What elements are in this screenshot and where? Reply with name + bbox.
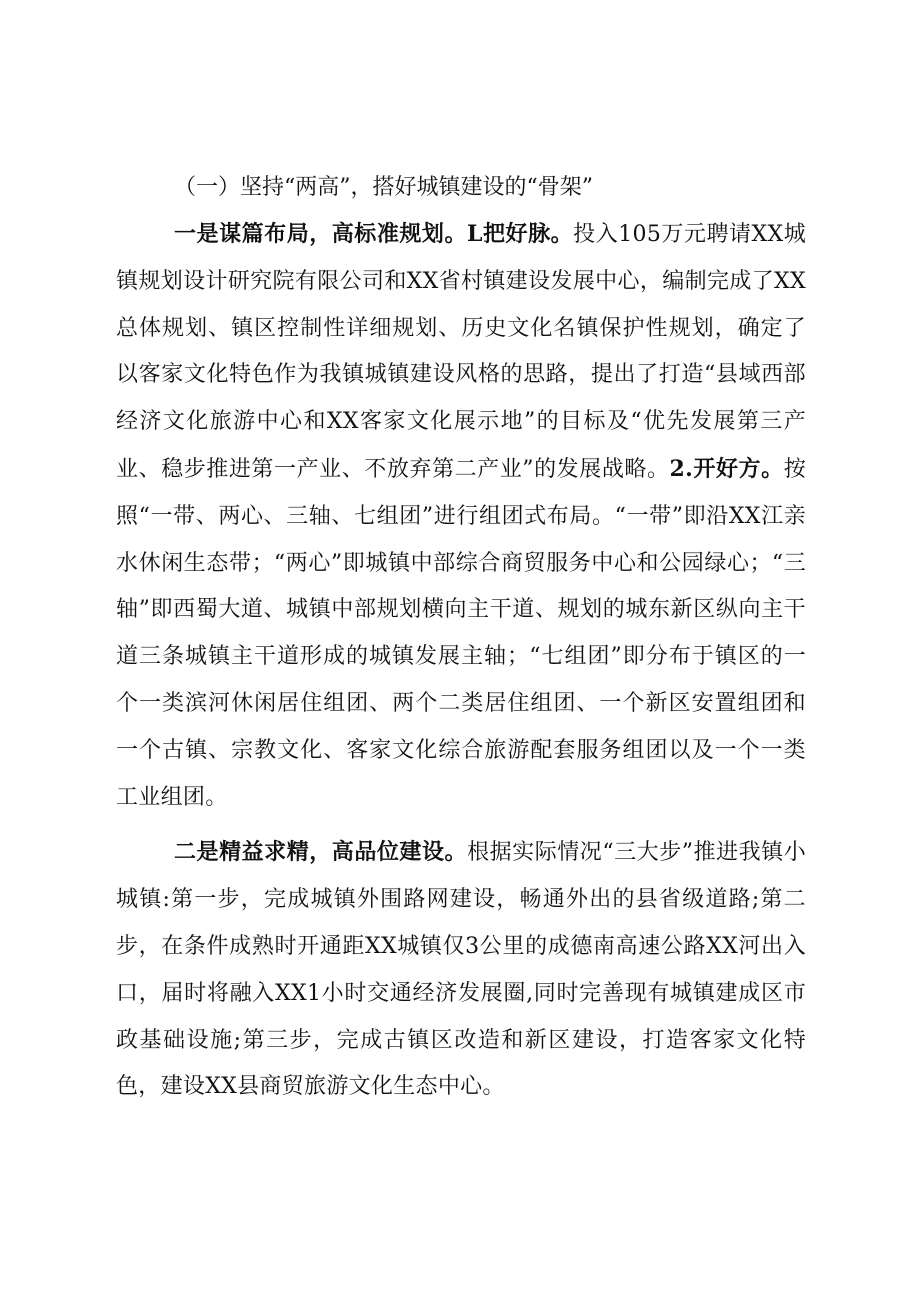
sub-item-1-lead: L把好脉。 bbox=[467, 221, 574, 247]
sub-item-1-body: 投入105万元聘请XX城镇规划设计研究院有限公司和XX省村镇建设发展中心，编制完成了XX总体规划、镇区控制性详细规划、历史文化名镇保护性规划，确定了以客家文化特色作为我镇城镇建设风格的思路，提出了打造“县域西部经济文化旅游中心和XX客家文化展示地”的目标及“优先发展第三产业、稳步推进第一产业、不放弃第二产业”的发展战略。 bbox=[116, 222, 806, 482]
sub-item-2-body: 按照“一带、两心、三轴、七组团”进行组团式布局。“一带”即沿XX江亲水休闲生态带；“两心”即城镇中部综合商贸服务中心和公园绿心；“三轴”即西蜀大道、城镇中部规划横向主干道、规划的城东新区纵向主干道三条城镇主干道形成的城镇发展主轴；“七组团”即分布于镇区的一个一类滨河休闲居住组团、两个二类居住组团、一个新区安置组团和一个古镇、宗教文化、客家文化综合旅游配套服务组团以及一个一类工业组团。 bbox=[116, 456, 806, 810]
paragraph-construction-lead: 二是精益求精，高品位建设。 bbox=[174, 839, 468, 866]
paragraph-construction bbox=[116, 829, 806, 1111]
section-heading: （一）坚持“两高”，搭好城镇建设的“骨架” bbox=[174, 175, 593, 200]
document-page bbox=[116, 168, 806, 1119]
sub-item-2-lead: 2.开好方。 bbox=[669, 455, 784, 482]
paragraph-planning bbox=[116, 211, 806, 821]
paragraph-construction-body: 根据实际情况“三大步”推进我镇小城镇:第一步，完成城镇外围路网建设，畅通外出的县省级道路;第二步，在条件成熟时开通距XX城镇仅3公里的成德南高速公路XX河出入口，届时将融入XX1小时交通经济发展圈,同时完善现有城镇建成区市政基础设施;第三步，完成古镇区改造和新区建设，打造客家文化特色，建设XX县商贸旅游文化生态中心。 bbox=[116, 840, 806, 1100]
paragraph-planning-lead: 一是谋篇布局，高标准规划。 bbox=[174, 221, 467, 247]
